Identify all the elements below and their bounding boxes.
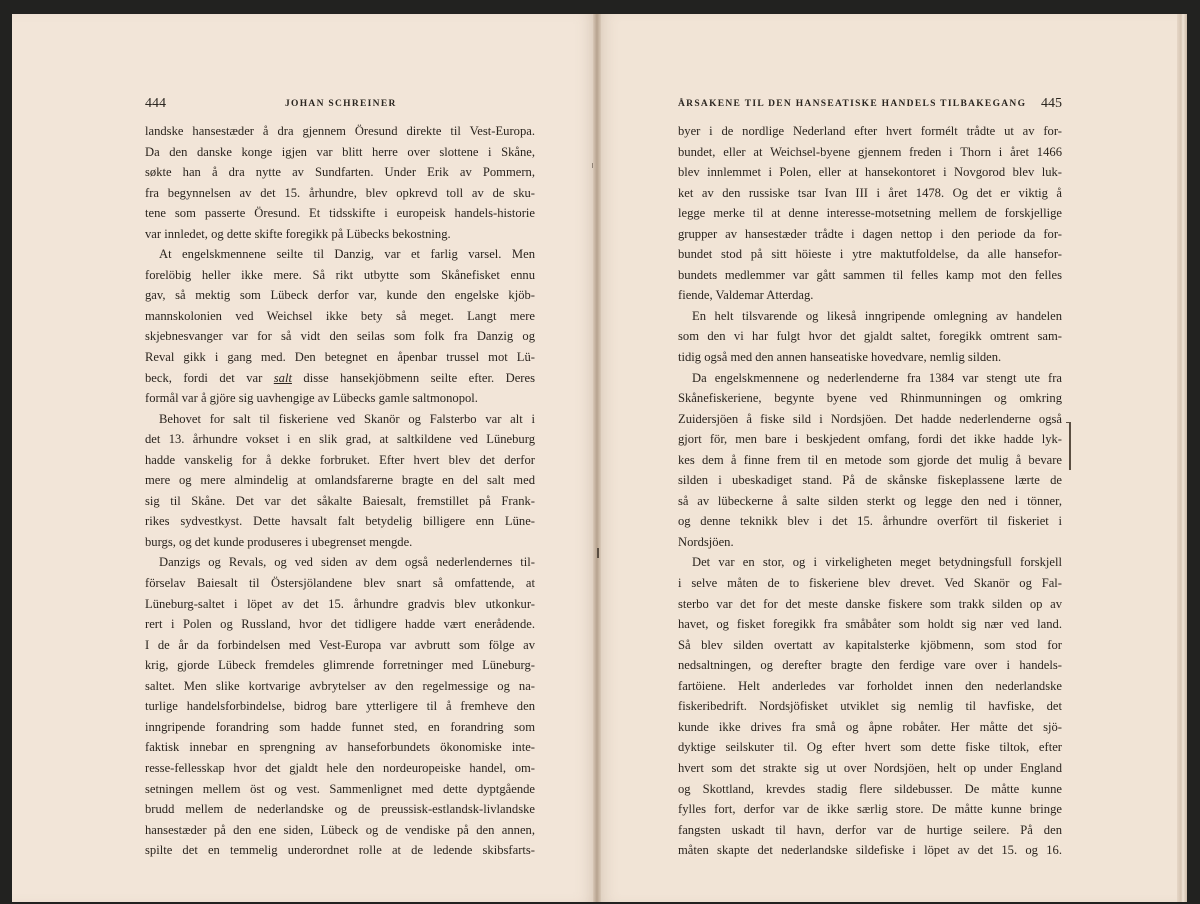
text-line: mannskolonien ved Weichsel ikke bety så meget. Langt mere <box>145 308 535 323</box>
text-line: fiende, Valdemar Atterdag. <box>678 288 814 303</box>
text-line: sig til Skåne. Det var det såkalte Baiesalt, fremstillet på Frank- <box>145 493 535 508</box>
text-line: Nordsjöen. <box>678 534 734 549</box>
text-line: faktisk innebar en sprengning av hanseforbundets ökonomiske inte- <box>145 740 535 755</box>
text-line: Skånefiskeriene, begynte byene ved Rhinmunningen og omkring <box>678 391 1062 406</box>
left-running-head <box>145 96 535 112</box>
text-line: hvert som det strakte sig ut over Nordsjöen, helt op under England <box>678 760 1062 775</box>
margin-pencil-mark <box>1069 422 1071 470</box>
right-running-head <box>678 96 1062 112</box>
text-line: mere og mere almindelig at omlandsfarerne bragte en del salt med <box>145 473 535 488</box>
text-line: måten skapte det nederlandske sildefiske i löpet av det 15. og 16. <box>678 843 1062 858</box>
text-line: Danzigs og Revals, og ved siden av dem også nederlendernes til- <box>159 555 535 570</box>
text-line: byer i de nordlige Nederland efter hvert formélt trådte ut av for- <box>678 124 1062 138</box>
text-line: rert i Polen og Russland, hvor det tidligere hadde vært enerådende. <box>145 617 535 632</box>
text-line: Lüneburg-saltet i löpet av det 15. århundre gradvis blev utkonkur- <box>145 596 535 611</box>
page-edges <box>1177 14 1187 902</box>
text-line: I de år da forbindelsen med Vest-Europa var avbrutt som fölge av <box>145 637 535 652</box>
text-line: brudd mellem de nederlandske og de preussisk-estlandsk-livlandske <box>145 802 535 817</box>
text-line: Da den danske konge igjen var blitt herre over slottene i Skåne, <box>145 144 535 159</box>
text-line: bundet stod på sitt höieste i ytre maktutfoldelse, da alle hansefor- <box>678 247 1062 262</box>
text-line: burgs, og det kunde produseres i ubegrenset mengde. <box>145 534 413 549</box>
text-line: hadde vanskelig for å dekke forbruket. Efter hvert blev det derfor <box>145 452 535 467</box>
text-line: fartöiene. Helt anderledes var forholdet innen den nederlandske <box>678 678 1062 693</box>
text-line: rikes sydvestkyst. Dette havsalt falt betydelig billigere enn Lüne- <box>145 514 535 529</box>
text-line: Behovet for salt til fiskeriene ved Skanör og Falsterbo var alt i <box>159 411 535 426</box>
text-line: og denne teknikk blev i det 15. århundre overfört til fiskeriet i <box>678 514 1062 529</box>
text-line: bundet, eller at Weichsel-byene gjennem freden i Thorn i året 1466 <box>678 144 1062 159</box>
text-line: var innledet, og dette skifte foregikk på Lübecks bekostning. <box>145 226 451 241</box>
text-line: silden i ubeskadiget stand. På de skånske fiskeplassene lærte de <box>678 473 1062 488</box>
left-header-title: JOHAN SCHREINER <box>285 99 397 109</box>
text-line: nedsaltningen, og derefter bragte den ferdige vare over i handels- <box>678 658 1062 673</box>
text-line: hansestæder på den ene siden, Lübeck og de vendiske på den annen, <box>145 822 535 837</box>
text-line: skjebnesvanger var for så vidt den seilas som folk fra Danzig og <box>145 329 535 344</box>
text-line: fylles fort, derfor var de ikke særlig store. De måtte kunne bringe <box>678 802 1062 817</box>
text-line: blev innlemmet i Polen, eller at hansekontoret i Novgorod blev luk- <box>678 165 1062 180</box>
margin-tick-mark <box>597 548 599 558</box>
right-text-block <box>678 121 1062 861</box>
text-line: Så blev silden overtatt av kapitalsterke kjöbmenn, som stod for <box>678 637 1062 652</box>
text-line: setningen mellem öst og vest. Sammenlignet med dette dyptgående <box>145 781 535 796</box>
text-line: som den vi har fulgt hvor det gjaldt saltet, foregikk omtrent sam- <box>678 329 1062 344</box>
text-line: saltet. Men slike kortvarige avbrytelser av den regelmessige og na- <box>145 678 535 693</box>
text-line: Da engelskmennene og nederlenderne fra 1384 var stengt ute fra <box>692 370 1062 385</box>
text-line: formål var å gjöre sig uavhengige av Lübecks gamle saltmonopol. <box>145 391 478 406</box>
text-line: sterbo var det for det meste danske fiskere som trakk silden op av <box>678 596 1062 611</box>
margin-tick-mark <box>592 163 593 168</box>
text-line: beck, fordi det var salt disse hansekjöbmenn seilte efter. Deres <box>145 370 535 385</box>
margin-pencil-mark <box>1066 422 1071 423</box>
text-line: Zuidersjöen å fiske sild i Nordsjöen. Det hadde nederlenderne også <box>678 411 1062 426</box>
book-gutter <box>593 14 601 902</box>
text-line: fra begynnelsen av det 15. århundre, blev opkrevd toll av de sku- <box>145 185 535 200</box>
text-line: fangsten uskadt til havn, derfor var de hurtige seilere. På den <box>678 822 1062 837</box>
right-header-title: ÅRSAKENE TIL DEN HANSEATISKE HANDELS TILBAKEGANG <box>678 99 1027 109</box>
text-line: resse-fellesskap hvor det gjaldt hele den nordeuropeiske handel, om- <box>145 760 535 775</box>
left-text-block <box>145 121 535 861</box>
text-line: gav, så mektig som Lübeck derfor var, kunde den engelske kjöb- <box>145 288 535 303</box>
text-line: inngripende forandring som hadde funnet sted, en forandring som <box>145 719 535 734</box>
text-line: krig, gjorde Lübeck fremdeles glimrende forretninger med Lüneburg- <box>145 658 535 673</box>
text-line: og Skottland, krevdes stadig flere sildebusser. De måtte kunne <box>678 781 1062 796</box>
text-line: det 13. århundre vokset i en slik grad, at saltkildene ved Lüneburg <box>145 432 535 447</box>
right-page-number: 445 <box>1041 96 1062 111</box>
text-line: ket av den russiske tsar Ivan III i året 1478. Og det er viktig å <box>678 185 1062 200</box>
text-line: forelöbig heller ikke mere. Så rikt utbytte som Skånefisket ennu <box>145 267 535 282</box>
text-line: søkte han å dra nytte av Sundfarten. Under Erik av Pommern, <box>145 165 535 180</box>
text-line: havet, og fisket foregikk fra småbåter som holdt sig nær ved land. <box>678 617 1062 632</box>
text-line: tidig også med den annen hanseatiske hovedvare, nemlig silden. <box>678 350 1002 365</box>
text-line: landske hansestæder å dra gjennem Öresund direkte til Vest-Europa. <box>145 124 535 138</box>
text-line: grupper av hansestæder trådte i dagen nettop i den periode da for- <box>678 226 1062 241</box>
text-line: En helt tilsvarende og likeså inngripende omlegning av handelen <box>692 308 1062 323</box>
text-line: bundets medlemmer var gått sammen til felles kamp mot den felles <box>678 267 1062 282</box>
text-line: fiskeribedrift. Nordsjöfisket utviklet sig nemlig til havfiske, det <box>678 699 1062 714</box>
text-line: turlige handelsforbindelse, bidrog bare ytterligere til å fremheve den <box>145 699 535 714</box>
text-line: förselav Baiesalt til Östersjölandene blev snart så omfattende, at <box>145 576 535 591</box>
text-line: At engelskmennene seilte til Danzig, var et farlig varsel. Men <box>159 247 535 262</box>
text-line: spilte det en temmelig underordnet rolle at de ledende skibsfarts- <box>145 843 535 858</box>
left-page-number: 444 <box>145 96 166 111</box>
text-line: legge merke til at denne interesse-motsetning mellem de forskjellige <box>678 206 1062 221</box>
text-line: så av lübeckerne å salte silden sterkt og legge den ned i tönner, <box>678 493 1062 508</box>
text-line: gjort för, men bare i beskjedent omfang, fordi det ikke hadde lyk- <box>678 432 1062 447</box>
text-line: Det var en stor, og i virkeligheten meget betydningsfull forskjell <box>692 555 1062 570</box>
text-line: kes dem å finne frem til en metode som gjorde det mulig å bevare <box>678 452 1062 467</box>
text-line: dyktige seilskuter til. Og efter hvert som dette fiske tiltok, efter <box>678 740 1062 755</box>
text-line: kunde ikke drives fra små og åpne robåter. Her måtte det sjö- <box>678 719 1062 734</box>
text-line: Reval gikk i gang med. Den betegnet en åpenbar trussel mot Lü- <box>145 350 535 365</box>
text-line: i selve måten de to fiskeriene blev drevet. Ved Skanör og Fal- <box>678 576 1062 591</box>
text-line: tene som passerte Öresund. Et tidsskifte i europeisk handels-historie <box>145 206 535 221</box>
